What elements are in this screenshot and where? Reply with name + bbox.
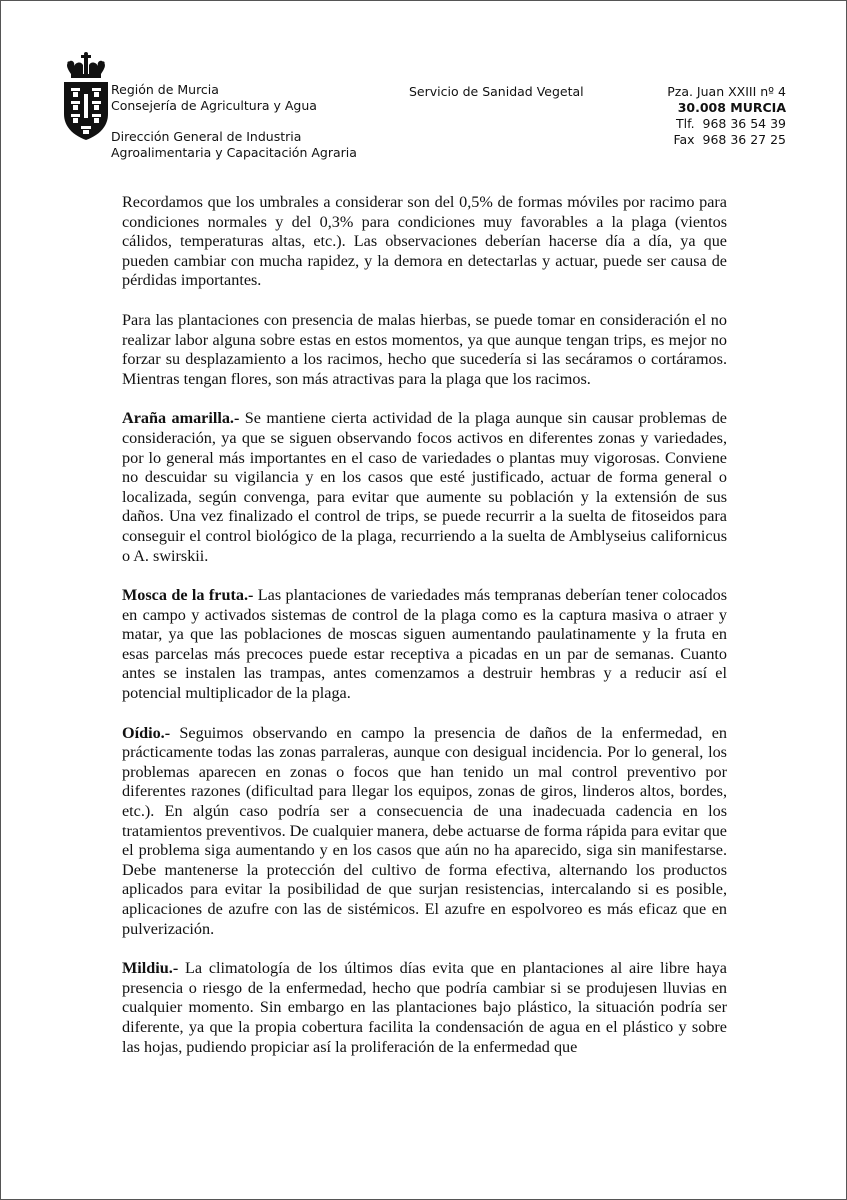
- directorate-line1: Dirección General de Industria: [111, 129, 302, 144]
- paragraph-mosca-fruta: [122, 586, 727, 704]
- header-organization: [111, 82, 357, 161]
- header-service: [409, 84, 584, 100]
- document-body: [122, 193, 727, 1077]
- section-text-mosca-fruta: Las plantaciones de variedades más tempranas deberían tener colocados en campo y activados sistemas de control de la plaga como es la captura masiva o atraer y matar, ya que las poblaciones de moscas siguen aumentando paulatinamente y la fruta en esas parcelas más precoces puede estar receptiva a picadas en un par de semanas. Cuanto antes se instalen las trampas, antes comenzamos a destruir hembras y a reducir así el potencial multiplicador de la plaga.: [122, 586, 727, 703]
- address-street: Pza. Juan XXIII nº 4: [667, 84, 786, 99]
- section-title-arana-amarilla: Araña amarilla.-: [122, 409, 240, 428]
- region-crest-logo: [61, 52, 111, 142]
- section-title-oidio: Oídio.-: [122, 723, 171, 742]
- directorate-line2: Agroalimentaria y Capacitación Agraria: [111, 145, 357, 160]
- section-title-mosca-fruta: Mosca de la fruta.-: [122, 586, 254, 605]
- paragraph-thresholds: Recordamos que los umbrales a considerar son del 0,5% de formas móviles por racimo para condiciones normales y del 0,3% para condiciones muy favorables a la plaga (vientos cálidos, temperaturas altas, etc.). Las observaciones deberían hacerse día a día, ya que pueden cambiar con mucha rapidez, y la demora en detectarlas y actuar, puede ser causa de pérdidas importantes.: [122, 193, 727, 290]
- org-department: Consejería de Agricultura y Agua: [111, 98, 317, 113]
- header-contact: [640, 84, 786, 148]
- org-name: Región de Murcia: [111, 82, 219, 97]
- section-title-mildiu: Mildiu.-: [122, 959, 179, 978]
- paragraph-arana-amarilla: [122, 409, 727, 566]
- paragraph-mildiu: [122, 959, 727, 1057]
- paragraph-weeds: Para las plantaciones con presencia de malas hierbas, se puede tomar en consideración el no realizar labor alguna sobre estas en estos momentos, ya que aunque tengan trips, es mejor no forzar su desplazamiento a los racimos, hecho que sucedería si las secáramos o cortáramos. Mientras tengan flores, son más atractivas para la plaga que los racimos.: [122, 310, 727, 388]
- section-text-arana-amarilla: Se mantiene cierta actividad de la plaga aunque sin causar problemas de consideración, ya que se siguen observando focos activos en diferentes zonas y variedades, por lo general más importantes en el caso de variedades o plantas muy vigorosas. Conviene no descuidar su vigilancia y en los casos que esté justificado, actuar de forma general o localizada, según convenga, para evitar que aumente su población y la extensión de sus daños. Una vez finalizado el control de trips, se puede recurrir a la suelta de fitoseidos para conseguir el control biológico de la plaga, recurriendo a la suelta de Amblyseius californicus o A. swirskii.: [122, 409, 727, 565]
- address-city: 30.008 MURCIA: [677, 100, 786, 115]
- paragraph-oidio: [122, 724, 727, 940]
- fax-number: Fax 968 36 27 25: [673, 132, 786, 147]
- phone-number: Tlf. 968 36 54 39: [675, 116, 786, 131]
- section-text-oidio: Seguimos observando en campo la presencia de daños de la enfermedad, en prácticamente todas las zonas parraleras, aunque con desigual incidencia. Por lo general, los problemas aparecen en zonas o focos que han tenido un mal control preventivo por diferentes razones (dificultad para llegar los equipos, zonas de giros, linderos altos, bordes, etc.). En algún caso podría ser a consecuencia de una inadecuada cadencia en los tratamientos preventivos. De cualquier manera, debe actuarse de forma rápida para evitar que el problema siga aumentando y en los casos que aún no ha aparecido, siga sin manifestarse. Debe mantenerse la protección del cultivo de forma efectiva, alternando los productos aplicados para evitar la posibilidad de que surjan resistencias, intercalando si es posible, aplicaciones de azufre con las de sistémicos. El azufre en espolvoreo es más eficaz que en pulverización.: [122, 723, 727, 938]
- section-text-mildiu: La climatología de los últimos días evita que en plantaciones al aire libre haya presencia o riesgo de la enfermedad, hecho que podría cambiar si se produjesen lluvias en cualquier momento. Sin embargo en las plantaciones bajo plástico, la situación podría ser diferente, ya que la propia cobertura facilita la condensación de agua en el plástico y sobre las hojas, pudiendo propiciar así la proliferación de la enfermedad que: [122, 959, 727, 1056]
- service-name: Servicio de Sanidad Vegetal: [409, 84, 584, 99]
